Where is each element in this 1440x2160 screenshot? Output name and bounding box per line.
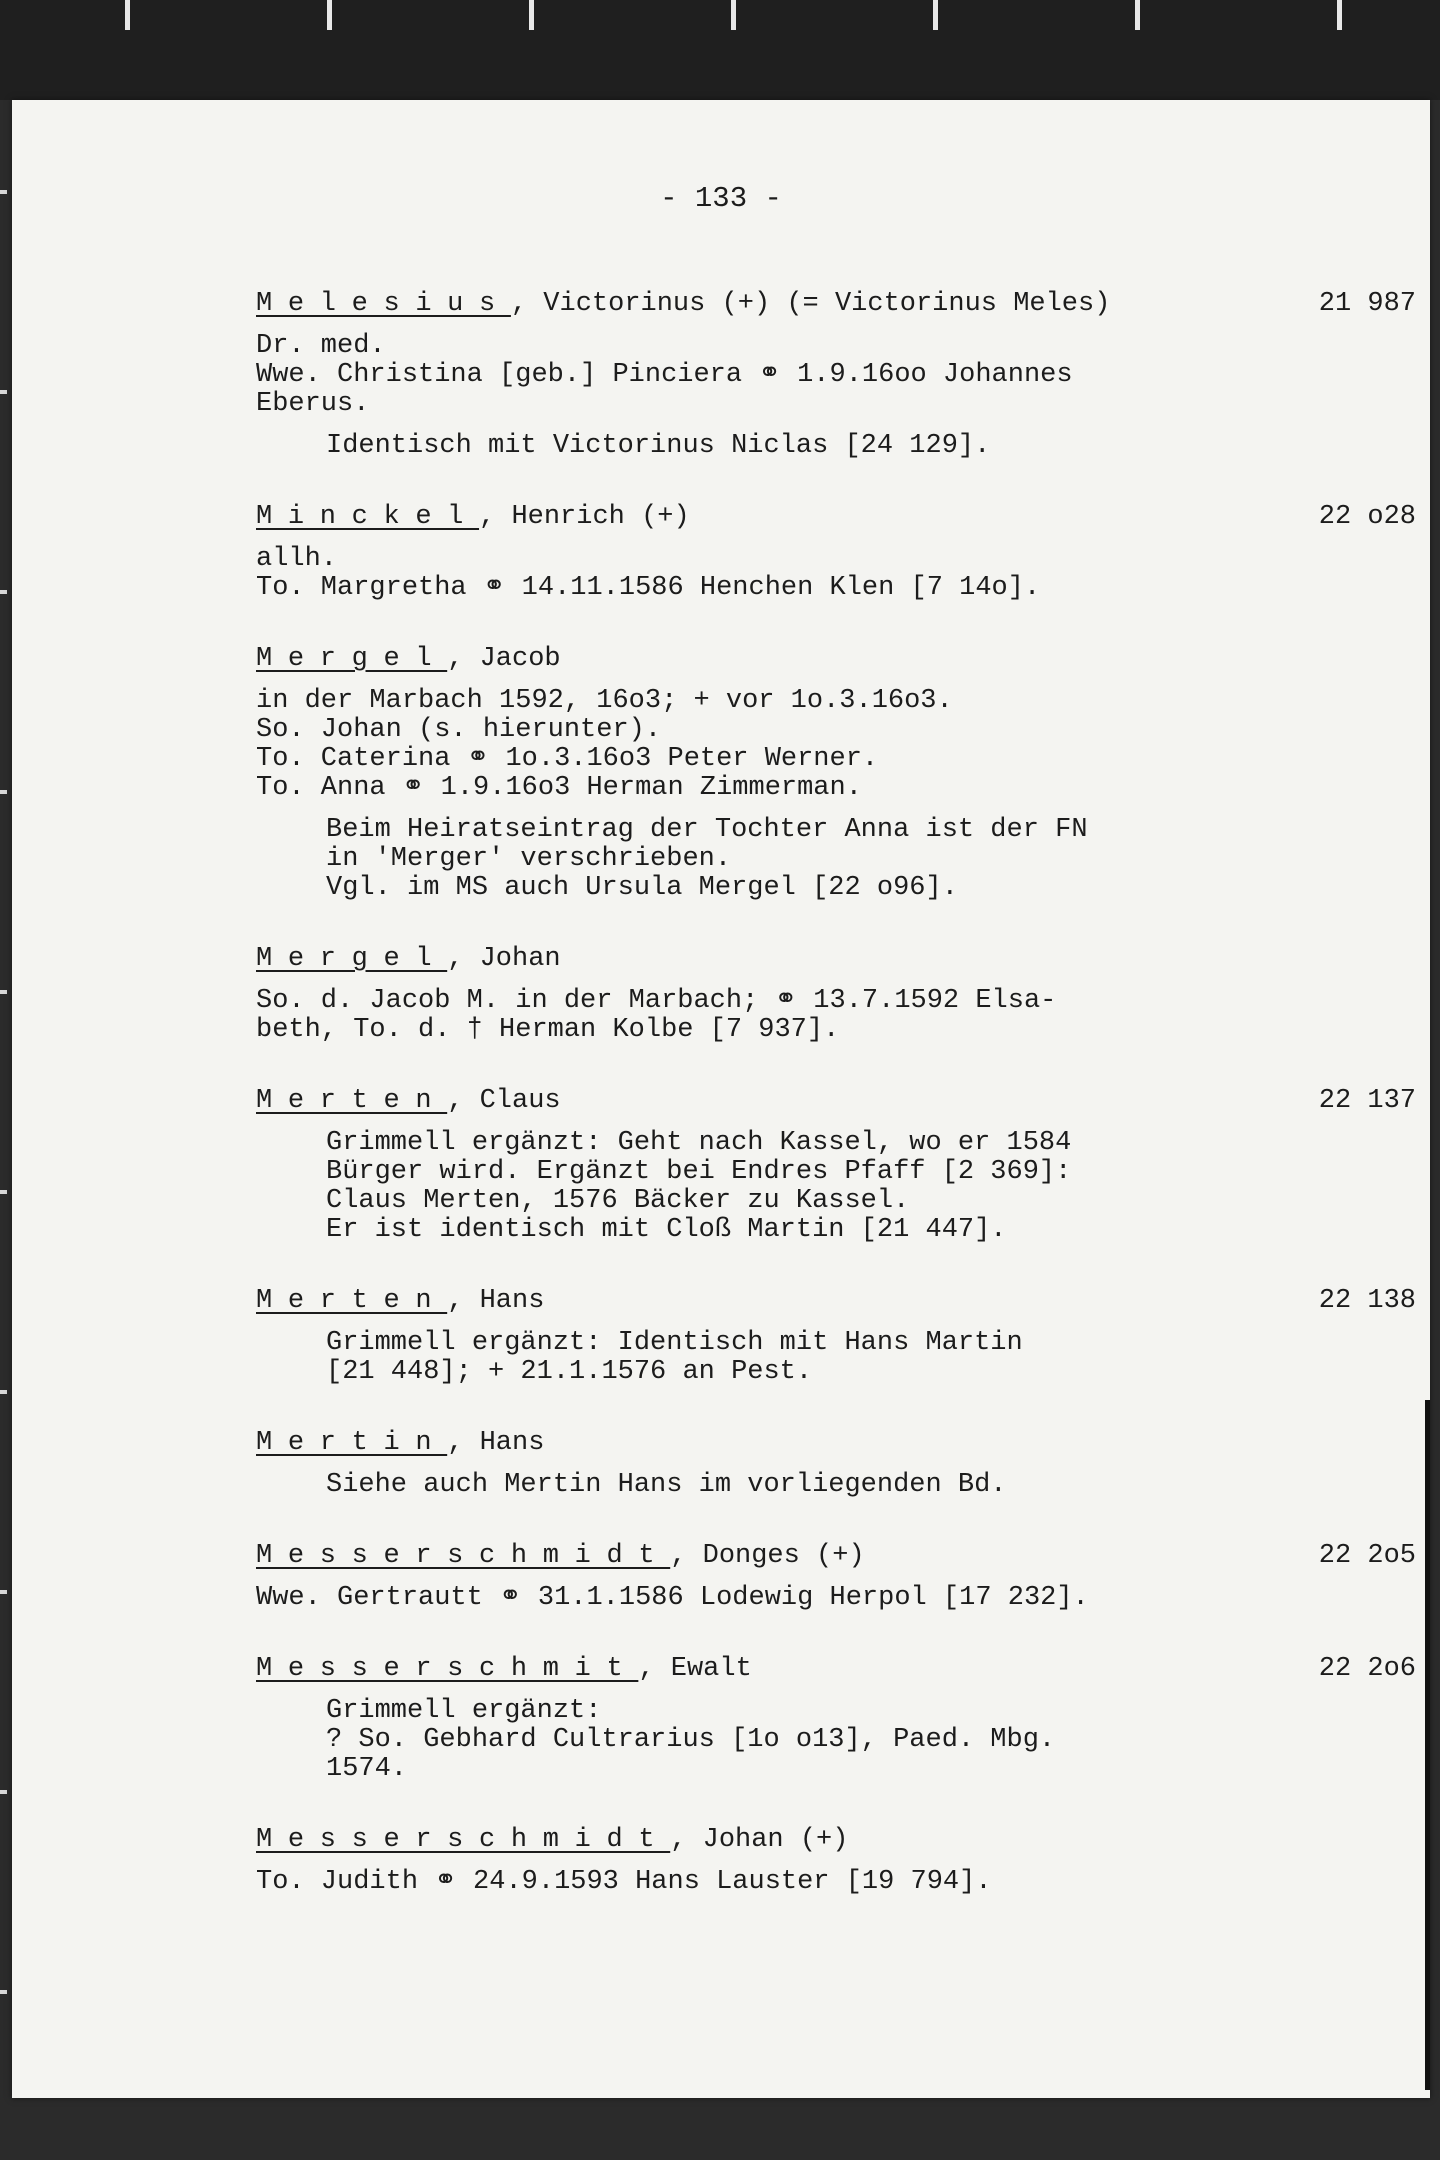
entry-text-line: Eberus. [256,389,370,419]
entry-heading [256,645,1416,674]
entry-given-name: , Donges (+) [670,1541,865,1571]
genealogy-entry [256,1429,1416,1500]
scan-edge-mark [0,590,7,594]
entry-heading [256,945,1416,974]
entry-text-line: Dr. med. [256,331,386,361]
entry-reference-number: 21 987 [1318,289,1416,319]
entry-text-line: 1574. [326,1754,408,1784]
scan-edge-mark [0,1990,7,1994]
genealogy-entry [256,1826,1416,1897]
entry-text-line: Grimmell ergänzt: [326,1696,602,1726]
entry-reference-number: 22 137 [1318,1086,1416,1116]
scan-tick-mark [1135,0,1140,30]
genealogy-entry [256,645,1416,903]
entry-surname: Minckel [256,502,480,532]
entry-text-line: Identisch mit Victorinus Niclas [24 129]. [326,431,991,461]
scan-tick-mark [529,0,534,30]
entry-reference-number: 22 2o5 [1318,1541,1416,1571]
entry-text-line: Wwe. Gertrautt ⚭ 31.1.1586 Lodewig Herpol [17 232]. [256,1583,1089,1613]
entry-text-line: Beim Heiratseintrag der Tochter Anna ist der FN [326,815,1088,845]
scan-tick-mark [1337,0,1342,30]
entry-given-name: , Claus [447,1086,561,1116]
entry-given-name: , Victorinus (+) (= Victorinus Meles) [510,289,1111,319]
scan-edge-mark [0,790,7,794]
entry-text-line: ? So. Gebhard Cultrarius [1o o13], Paed. Mbg. [326,1725,1056,1755]
scan-tick-mark [327,0,332,30]
entry-surname: Merten [256,1286,448,1316]
entry-given-name: , Hans [447,1428,545,1458]
genealogy-entry [256,1655,1416,1784]
entry-surname: Messerschmidt [256,1825,671,1855]
entry-list [256,290,1416,1939]
entry-heading [256,1655,1416,1684]
entry-heading [256,503,1416,532]
scan-tick-mark [125,0,130,30]
entry-given-name: , Johan [447,944,561,974]
genealogy-entry [256,945,1416,1045]
entry-heading [256,1087,1416,1116]
entry-text-line: So. d. Jacob M. in der Marbach; ⚭ 13.7.1592 Elsa- [256,986,1057,1016]
entry-text-line: To. Judith ⚭ 24.9.1593 Hans Lauster [19 794]. [256,1867,992,1897]
entry-surname: Merten [256,1086,448,1116]
entry-text-line: To. Anna ⚭ 1.9.16o3 Herman Zimmerman. [256,773,862,803]
entry-given-name: , Hans [447,1286,545,1316]
scan-top-strip [0,0,1440,100]
scan-edge-mark [0,1790,7,1794]
genealogy-entry [256,1287,1416,1387]
entry-text-line: Wwe. Christina [geb.] Pinciera ⚭ 1.9.16oo Johannes [256,360,1073,390]
genealogy-entry [256,290,1416,461]
entry-given-name: , Henrich (+) [479,502,690,532]
scan-tick-mark [731,0,736,30]
entry-given-name: , Johan (+) [670,1825,849,1855]
entry-text-line: allh. [256,544,338,574]
entry-text-line: Grimmell ergänzt: Identisch mit Hans Martin [326,1328,1023,1358]
entry-text-line: Bürger wird. Ergänzt bei Endres Pfaff [2 369]: [326,1157,1072,1187]
entry-text-line: To. Caterina ⚭ 1o.3.16o3 Peter Werner. [256,744,879,774]
entry-reference-number: 22 o28 [1318,502,1416,532]
entry-text-line: in 'Merger' verschrieben. [326,844,732,874]
entry-surname: Messerschmit [256,1654,639,1684]
scan-tick-mark [933,0,938,30]
entry-heading [256,290,1416,319]
entry-surname: Messerschmidt [256,1541,671,1571]
entry-given-name: , Jacob [447,644,561,674]
entry-given-name: , Ewalt [638,1654,752,1684]
entry-text-line: Er ist identisch mit Cloß Martin [21 447]. [326,1215,1007,1245]
entry-reference-number: 22 2o6 [1318,1654,1416,1684]
scan-edge-mark [0,990,7,994]
entry-text-line: To. Margretha ⚭ 14.11.1586 Henchen Klen [7 14o]. [256,573,1041,603]
entry-text-line: So. Johan (s. hierunter). [256,715,662,745]
entry-surname: Mergel [256,944,448,974]
entry-heading [256,1287,1416,1316]
entry-text-line: beth, To. d. † Herman Kolbe [7 937]. [256,1015,840,1045]
entry-text-line: in der Marbach 1592, 16o3; + vor 1o.3.16o3. [256,686,953,716]
entry-heading [256,1542,1416,1571]
entry-surname: Mergel [256,644,448,674]
page-number: - 133 - [660,182,782,215]
entry-heading [256,1826,1416,1855]
genealogy-entry [256,1087,1416,1245]
scan-edge-mark [0,1190,7,1194]
entry-surname: Melesius [256,289,511,319]
genealogy-entry [256,503,1416,603]
entry-text-line: Siehe auch Mertin Hans im vorliegenden Bd. [326,1470,1007,1500]
entry-reference-number: 22 138 [1318,1286,1416,1316]
entry-surname: Mertin [256,1428,448,1458]
genealogy-entry [256,1542,1416,1613]
entry-text-line: Claus Merten, 1576 Bäcker zu Kassel. [326,1186,910,1216]
page-edge-shadow [1425,1400,1430,2090]
entry-heading [256,1429,1416,1458]
entry-text-line: Grimmell ergänzt: Geht nach Kassel, wo er 1584 [326,1128,1072,1158]
document-page [12,100,1430,2098]
scan-edge-mark [0,1390,7,1394]
scan-edge-mark [0,390,7,394]
entry-text-line: [21 448]; + 21.1.1576 an Pest. [326,1357,813,1387]
scan-edge-mark [0,1590,7,1594]
scan-edge-mark [0,190,7,194]
entry-text-line: Vgl. im MS auch Ursula Mergel [22 o96]. [326,873,958,903]
